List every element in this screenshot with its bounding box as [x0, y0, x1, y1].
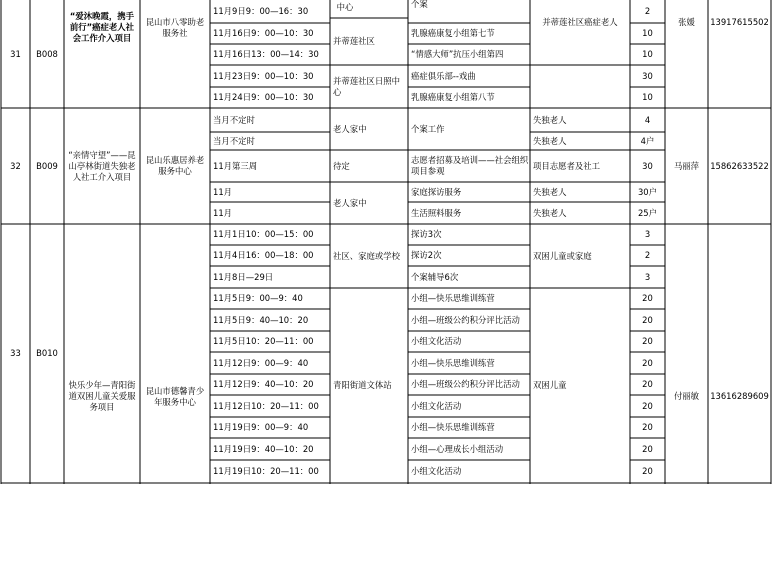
time-cell: 11月: [213, 207, 233, 218]
content-cell: 癌症俱乐部--戏曲: [411, 70, 476, 81]
count-cell: 20: [642, 379, 653, 389]
time-cell: 11月4日16：00—18：00: [213, 250, 314, 260]
content-cell: 小组—快乐思维训练营: [411, 293, 495, 303]
content-cell: 个案: [411, 0, 428, 8]
place-cell: 中心: [336, 1, 354, 12]
content-cell: 个案工作: [411, 123, 445, 134]
target-cell: 双困儿童: [533, 380, 567, 390]
target-cell: 失独老人: [533, 114, 567, 125]
organization: 昆山乐惠居养老服务中心: [145, 155, 205, 176]
content-cell: 探访3次: [411, 229, 442, 239]
time-cell: 11月1日10：00—15：00: [213, 229, 314, 239]
content-cell: 小组—快乐思维训练营: [411, 422, 495, 432]
count-cell: 20: [642, 400, 653, 411]
content-cell: 志愿者招募及培训——社会组织项目参观: [411, 155, 529, 176]
count-cell: 20: [642, 443, 653, 454]
target-cell: 失独老人: [533, 135, 567, 146]
target-cell: 项目志愿者及社工: [533, 160, 600, 171]
content-cell: 小组—心理成长小组活动: [411, 443, 504, 454]
place-cell: 并蒂莲社区日照中心: [333, 75, 400, 97]
organization: 昆山市八零助老服务社: [145, 16, 205, 38]
count-cell: 20: [642, 293, 653, 303]
count-cell: 20: [642, 314, 653, 325]
content-cell: “情感大师”抗压小组第四: [411, 49, 504, 59]
project-name: “亲情守望”——昆山亭林街道失独老人社工介入项目: [68, 149, 136, 182]
count-cell: 30户: [637, 186, 658, 197]
target-cell: 双困儿童或家庭: [533, 250, 592, 261]
place-cell: 并蒂莲社区: [333, 36, 375, 46]
row-number: 31: [10, 48, 21, 59]
time-cell: 11月16日13：00—14：30: [213, 49, 319, 59]
time-cell: 11月: [213, 186, 233, 197]
place-cell: 老人家中: [333, 197, 367, 208]
contact-name: 张媛: [678, 16, 695, 27]
time-cell: 11月第三周: [213, 160, 258, 171]
time-cell: 11月5日9：40—10：20: [213, 314, 309, 325]
contact-name: 付丽敏: [673, 391, 700, 401]
contact-phone: 15862633522: [710, 160, 769, 171]
contact-name: 马丽萍: [673, 160, 700, 171]
count-cell: 10: [642, 49, 653, 59]
place-cell: 待定: [333, 160, 350, 171]
content-cell: 小组—班级公约积分评比活动: [411, 379, 520, 389]
time-cell: 11月5日9：00—9：40: [213, 293, 303, 303]
row-number: 32: [10, 160, 21, 171]
content-cell: 小组文化活动: [411, 400, 462, 411]
content-cell: 乳腺癌康复小组第八节: [411, 92, 495, 102]
time-cell: 11月19日10：20—11：00: [213, 466, 319, 476]
place-cell: 社区、家庭或学校: [333, 250, 400, 261]
count-cell: 20: [642, 466, 653, 476]
contact-phone: 13616289609: [710, 391, 769, 401]
time-cell: 11月19日9：40—10：20: [213, 443, 314, 454]
row-number: 33: [10, 348, 21, 358]
count-cell: 20: [642, 336, 653, 346]
time-cell: 11月24日9：00—10：30: [213, 92, 314, 102]
content-cell: 乳腺癌康复小组第七节: [411, 28, 495, 38]
target-cell: 失独老人: [533, 207, 567, 218]
count-cell: 3: [644, 271, 651, 282]
time-cell: 11月23日9：00—10：30: [213, 70, 314, 81]
contact-phone: 13917615502: [710, 16, 769, 27]
project-name: 快乐少年—青阳街道双困儿童关爱服务项目: [68, 380, 136, 412]
organization: 昆山市德馨青少年服务中心: [145, 385, 205, 407]
place-cell: 青阳街道文体站: [333, 380, 392, 390]
time-cell: 11月5日10：20—11：00: [213, 336, 314, 346]
count-cell: 20: [642, 422, 653, 432]
time-cell: 11月12日10：20—11：00: [213, 400, 319, 411]
project-code: B008: [36, 48, 58, 59]
content-cell: 小组—快乐思维训练营: [411, 357, 495, 368]
time-cell: 11月9日9：00—16：30: [213, 6, 309, 16]
content-cell: 生活照料服务: [411, 207, 462, 218]
content-cell: 个案辅导6次: [411, 271, 459, 282]
project-code: B010: [36, 348, 58, 358]
time-cell: 11月8日—29日: [213, 271, 274, 282]
count-cell: 25户: [637, 207, 658, 218]
count-cell: 4户: [640, 135, 655, 146]
time-cell: 11月12日9：40—10：20: [213, 379, 314, 389]
content-cell: 小组文化活动: [411, 466, 462, 476]
count-cell: 30: [642, 160, 653, 171]
content-cell: 小组文化活动: [411, 336, 462, 346]
count-cell: 10: [642, 28, 653, 38]
count-cell: 2: [644, 250, 651, 260]
count-cell: 20: [642, 357, 653, 368]
time-cell: 11月19日9：00—9：40: [213, 422, 309, 432]
content-cell: 探访2次: [411, 250, 442, 260]
count-cell: 2: [644, 6, 651, 16]
time-cell: 当月不定时: [213, 135, 255, 146]
target-cell: 失独老人: [533, 186, 567, 197]
content-cell: 家庭探访服务: [411, 186, 462, 197]
place-cell: 老人家中: [333, 123, 367, 134]
count-cell: 4: [644, 114, 651, 125]
time-cell: 11月12日9：00—9：40: [213, 357, 309, 368]
count-cell: 10: [642, 92, 653, 102]
time-cell: 11月16日9：00—10：30: [213, 28, 314, 38]
content-cell: 小组—班级公约积分评比活动: [411, 314, 520, 325]
target-cell: 并蒂莲社区癌症老人: [542, 16, 618, 27]
count-cell: 30: [642, 70, 653, 81]
time-cell: 当月不定时: [213, 114, 255, 125]
project-name: “爱沐晚霞，携手前行”癌症老人社会工作介入项目: [69, 10, 135, 43]
count-cell: 3: [644, 229, 651, 239]
project-code: B009: [36, 160, 58, 171]
